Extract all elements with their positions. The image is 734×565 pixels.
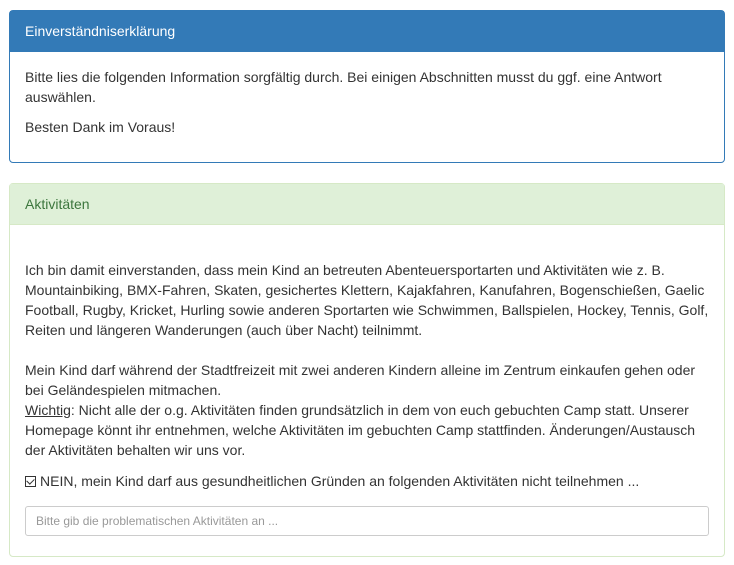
important-note	[25, 400, 709, 460]
consent-intro-text: Bitte lies die folgenden Information sorgfältig durch. Bei einigen Abschnitten musst du ggf. eine Antwort auswählen.	[25, 69, 662, 105]
activities-panel	[9, 183, 725, 557]
important-text: : Nicht alle der o.g. Aktivitäten finden grundsätzlich in dem von euch gebuchten Camp statt. Unserer Homepage könnt ihr entnehmen, welche Aktivitäten im gebuchten Camp stattfinden. Änderungen/Austausch der Aktivitäten behalten wir uns vor.	[25, 402, 696, 458]
activities-panel-body	[10, 225, 724, 536]
activities-consent-text: Ich bin damit einverstanden, dass mein Kind an betreuten Abenteuersportarten und Aktivitäten wie z. B. Mountainbiking, BMX-Fahren, Skaten, gesichertes Klettern, Kajakfahren, Kanufahren, Bogenschießen, Gaelic Football, Rugby, Kricket, Hurling sowie anderen Sportarten wie Schwimmen, Ballspielen, Hockey, Tennis, Golf, Reiten und längeren Wanderungen (auch über Nacht) teilnimmt.	[25, 262, 709, 338]
problematic-activities-input[interactable]	[25, 506, 709, 536]
consent-panel	[9, 10, 725, 163]
consent-panel-heading: Einverständniserklärung	[10, 11, 724, 52]
activities-panel-heading: Aktivitäten	[10, 184, 724, 225]
health-restriction-label[interactable]: NEIN, mein Kind darf aus gesundheitlichen Gründen an folgenden Aktivitäten nicht teilnehmen ...	[40, 473, 640, 489]
consent-panel-body	[10, 52, 724, 137]
important-label: Wichtig	[25, 402, 71, 418]
city-leisure-text: Mein Kind darf während der Stadtfreizeit mit zwei anderen Kindern alleine im Zentrum einkaufen gehen oder bei Geländespielen mitmachen.	[25, 362, 696, 398]
health-restriction-checkbox[interactable]	[25, 476, 36, 487]
consent-thanks-text: Besten Dank im Voraus!	[25, 119, 176, 135]
health-restriction-checkbox-row[interactable]	[25, 471, 709, 491]
